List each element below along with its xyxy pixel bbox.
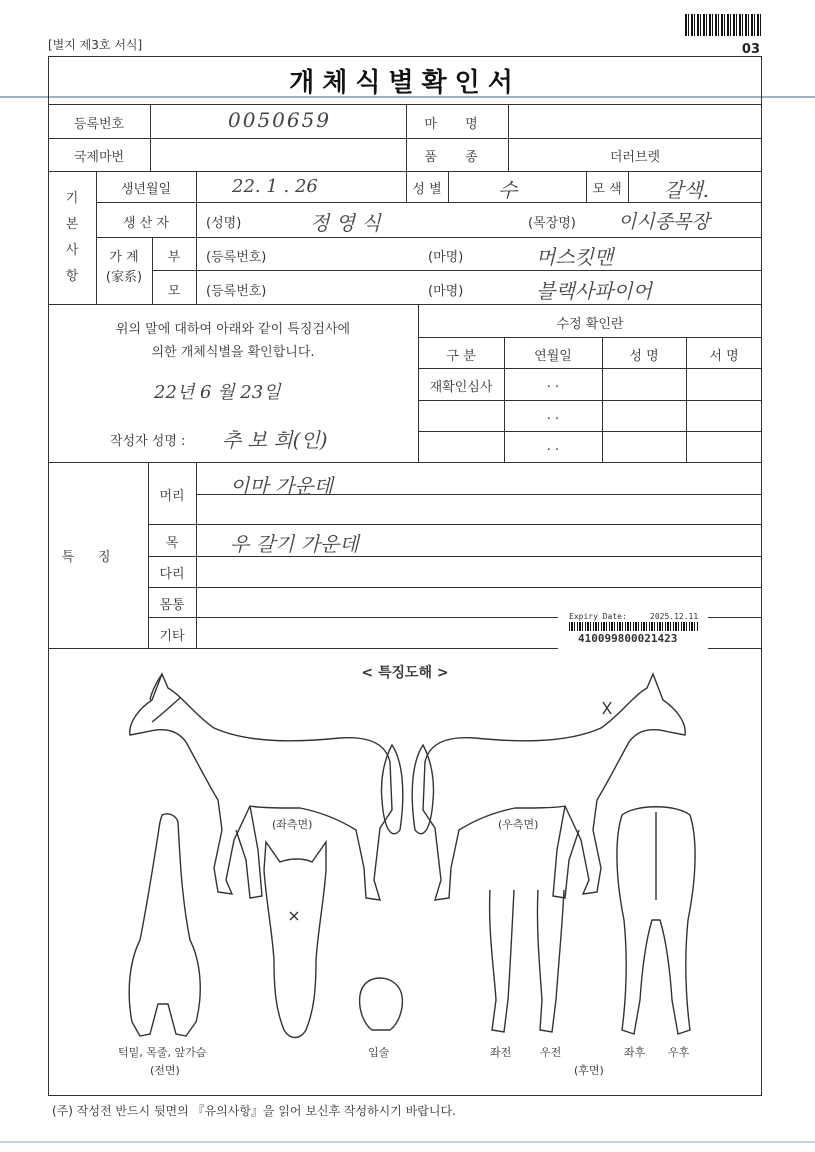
birth-label: 생년월일 xyxy=(120,182,172,197)
right-horse-silhouette xyxy=(412,674,685,900)
confirm-date: 22년 6 월 23일 xyxy=(154,382,281,403)
leg-label: 다리 xyxy=(159,567,185,582)
barcode-number: 410099800021423 xyxy=(578,632,678,645)
expiry-label: Expiry Date: xyxy=(569,612,627,621)
rear-view-label: (후면) xyxy=(574,1064,604,1077)
dam-regno-label: (등록번호) xyxy=(206,284,267,299)
revision-row-date: . . xyxy=(546,408,560,423)
front-left-leg-label: 좌전 xyxy=(490,1046,512,1059)
document-title: 개체식별확인서 xyxy=(289,68,521,98)
breed-label: 품 종 xyxy=(424,150,490,165)
head-value: 이마 가운데 xyxy=(230,474,333,498)
writer-label: 작성자 성명 : xyxy=(110,434,186,449)
neck-label: 목 xyxy=(165,536,179,551)
right-side-label: (우측면) xyxy=(498,818,539,831)
farm-label: (목장명) xyxy=(528,216,576,231)
revision-header-kind: 구 분 xyxy=(446,349,476,364)
dam-name: 블랙사파이어 xyxy=(536,279,652,303)
form-label: [별지 제3호 서식] xyxy=(48,38,143,52)
breed-value: 더러브렛 xyxy=(609,150,661,165)
neck-value: 우 갈기 가운데 xyxy=(230,532,359,556)
revision-header-date: 연월일 xyxy=(534,349,572,364)
other-label: 기타 xyxy=(159,629,185,644)
diagram-title: < 특징도해 > xyxy=(361,665,449,681)
head-label: 머리 xyxy=(159,489,185,504)
page-code: 03 xyxy=(741,42,760,57)
revision-row-date: . . xyxy=(546,376,560,391)
front-caption: 턱밑, 목줄, 앞가슴 xyxy=(118,1046,207,1059)
confirm-text-1: 위의 말에 대하여 아래와 같이 특징검사에 xyxy=(115,322,351,337)
muzzle-view xyxy=(360,978,403,1030)
horse-name-label: 마 명 xyxy=(424,117,490,132)
revision-row-kind: 재확인심사 xyxy=(429,380,493,395)
basic-section-label: 기 본 사 항 xyxy=(65,191,79,284)
front-right-leg-label: 우전 xyxy=(540,1046,562,1059)
left-horse-silhouette xyxy=(130,674,403,900)
sire-name: 머스킷맨 xyxy=(536,245,614,269)
body-label: 몸통 xyxy=(159,598,185,613)
hind-left-leg-label: 좌후 xyxy=(624,1046,646,1059)
producer-name: 정 영 식 xyxy=(310,211,381,235)
front-view-label: (전면) xyxy=(150,1064,180,1077)
expiry-value: 2025.12.11 xyxy=(650,612,699,621)
sex-value: 수 xyxy=(498,178,518,202)
bottom-scan-line xyxy=(0,1141,815,1143)
revision-header-sign: 서 명 xyxy=(709,349,739,364)
producer-name-label: (성명) xyxy=(206,216,242,231)
head-front-view xyxy=(264,842,326,1038)
front-neck-view xyxy=(129,814,200,1036)
sire-label: 부 xyxy=(167,250,181,265)
birth-value: 22. 1 . 26 xyxy=(232,176,318,197)
dam-label: 모 xyxy=(167,284,181,299)
reg-no-value: 0050659 xyxy=(228,108,332,132)
features-section-label: 특징 xyxy=(61,550,135,565)
hind-right-leg-label: 우후 xyxy=(668,1046,690,1059)
revision-row-date: . . xyxy=(546,439,560,454)
front-legs-view xyxy=(490,890,564,1032)
color-value: 갈색. xyxy=(664,178,709,202)
reg-no-label: 등록번호 xyxy=(73,117,125,132)
pedigree-label: 가 계 (家系) xyxy=(105,250,143,285)
sire-mname-label: (마명) xyxy=(428,250,464,265)
producer-label: 생 산 자 xyxy=(123,216,169,231)
revision-title: 수정 확인란 xyxy=(556,317,624,332)
writer-value: 추 보 희(인) xyxy=(222,428,328,452)
intl-no-label: 국제마번 xyxy=(73,150,125,165)
footer-note: (주) 작성전 반드시 뒷면의 『유의사항』을 읽어 보신후 작성하시기 바랍니다. xyxy=(52,1104,456,1118)
revision-header-name: 성 명 xyxy=(629,349,659,364)
left-side-label: (좌측면) xyxy=(272,818,313,831)
confirm-text-2: 의한 개체식별을 확인합니다. xyxy=(151,345,315,360)
muzzle-caption: 입술 xyxy=(368,1046,390,1059)
sire-regno-label: (등록번호) xyxy=(206,250,267,265)
sex-label: 성 별 xyxy=(412,182,442,197)
farm-name: 이시종목장 xyxy=(618,211,710,233)
color-label: 모 색 xyxy=(592,182,622,197)
rear-view xyxy=(617,807,695,1034)
dam-mname-label: (마명) xyxy=(428,284,464,299)
